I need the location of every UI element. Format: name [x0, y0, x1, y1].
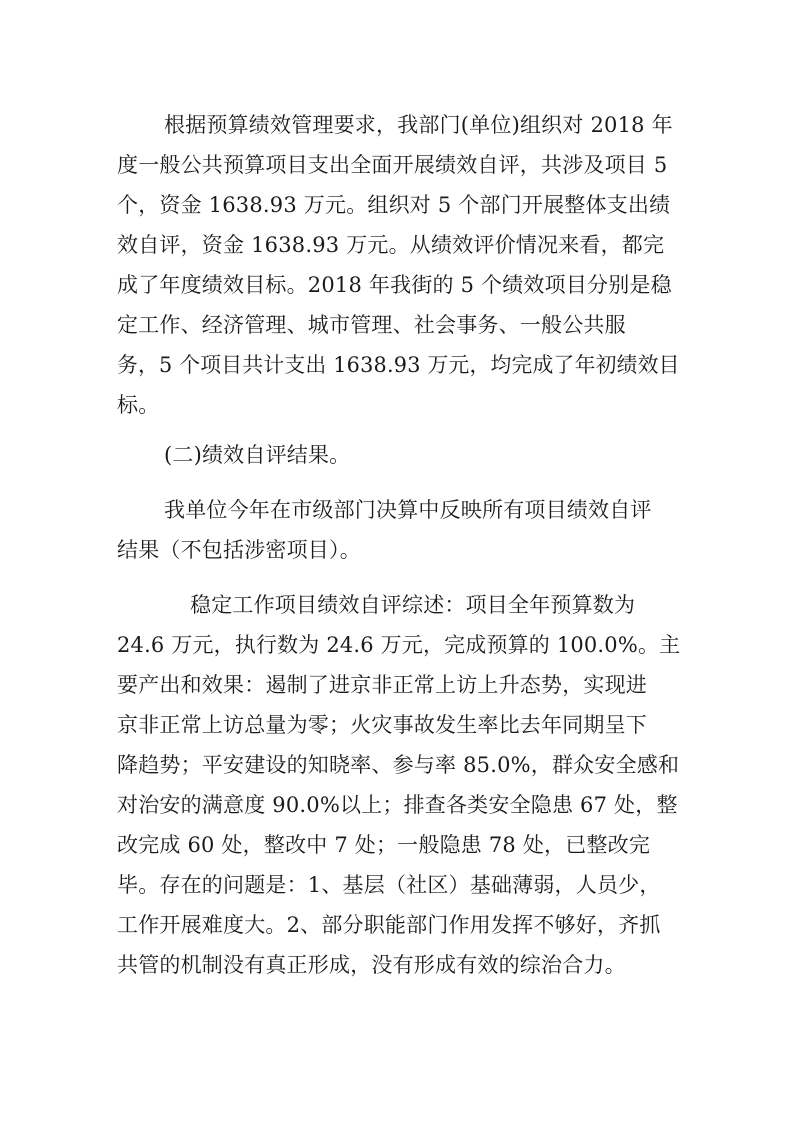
text-line: 效自评，资金 1638.93 万元。从绩效评价情况来看，都完 [117, 233, 665, 257]
text-line: 对治安的满意度 90.0%以上；排查各类安全隐患 67 处，整 [117, 793, 678, 817]
text-line: 度一般公共预算项目支出全面开展绩效自评，共涉及项目 5 [117, 153, 668, 177]
text-line: 我单位今年在市级部门决算中反映所有项目绩效自评 [164, 498, 652, 522]
text-line: 根据预算绩效管理要求，我部门(单位)组织对 2018 年 [164, 113, 673, 137]
text-line: 个，资金 1638.93 万元。组织对 5 个部门开展整体支出绩 [117, 193, 671, 217]
text-line: 务，5 个项目共计支出 1638.93 万元，均完成了年初绩效目 [117, 353, 680, 377]
text-line: 稳定工作项目绩效自评综述：项目全年预算数为 [190, 593, 636, 617]
text-line: 成了年度绩效目标。2018 年我街的 5 个绩效项目分别是稳 [117, 273, 672, 297]
text-line: 要产出和效果：遏制了进京非正常上访上升态势，实现进 [117, 673, 647, 697]
text-line: 改完成 60 处，整改中 7 处；一般隐患 78 处，已整改完 [117, 833, 651, 857]
text-line: 京非正常上访总量为零；火灾事故发生率比去年同期呈下 [117, 713, 647, 737]
text-line: 24.6 万元，执行数为 24.6 万元，完成预算的 100.0%。主 [117, 633, 681, 657]
text-line: 定工作、经济管理、城市管理、社会事务、一般公共服 [117, 313, 626, 337]
text-line: 降趋势；平安建设的知晓率、参与率 85.0%，群众安全感和 [117, 753, 680, 777]
text-line: 毕。存在的问题是：1、基层（社区）基础薄弱，人员少， [117, 873, 661, 897]
text-line: 结果（不包括涉密项目）。 [117, 538, 361, 562]
section-heading: (二)绩效自评结果。 [164, 443, 351, 467]
text-line: 共管的机制没有真正形成，没有形成有效的综治合力。 [117, 953, 626, 977]
text-line: 工作开展难度大。2、部分职能部门作用发挥不够好，齐抓 [117, 913, 661, 937]
text-line: 标。 [117, 393, 160, 417]
